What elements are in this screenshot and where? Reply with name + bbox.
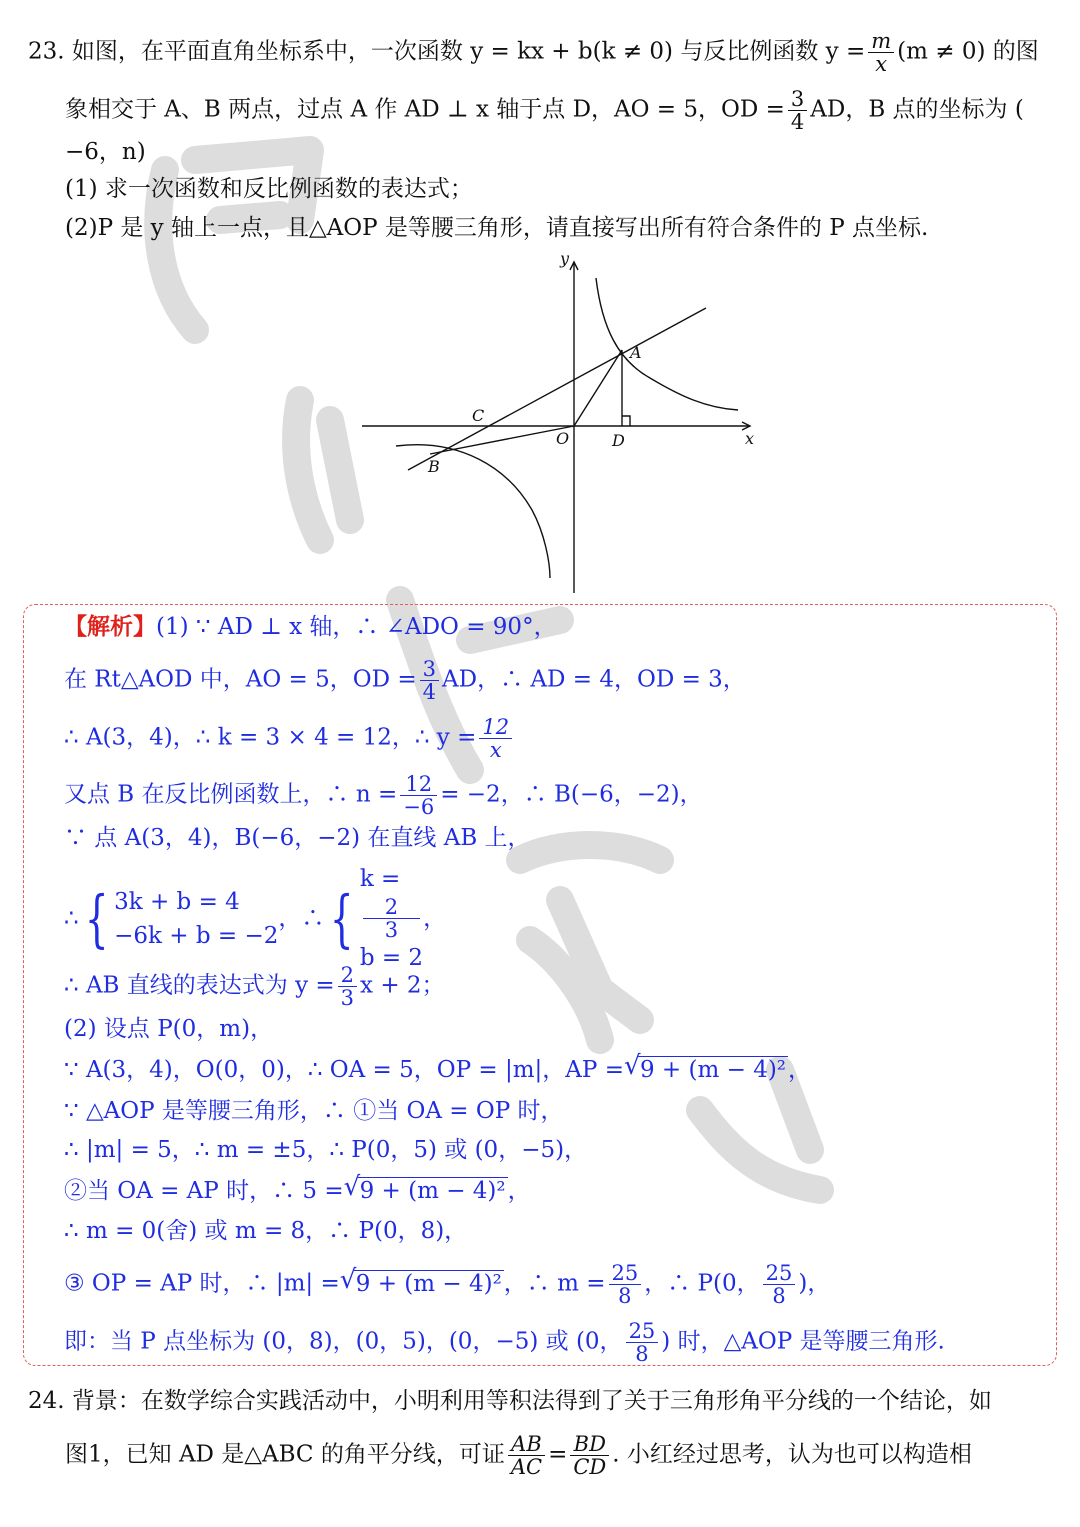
analysis-line-5: ∵ 点 A(3，4)，B(−6，−2) 在直线 AB 上，: [64, 825, 531, 851]
label-x: x: [745, 429, 755, 448]
segment-ob: [430, 426, 574, 454]
analysis-line-6: ∴{ 3k + b = 4 −6k + b = −2 ，∴{ k = 2 3 b = 2 ，: [64, 866, 447, 971]
label-y: y: [560, 249, 570, 268]
label-a: A: [630, 343, 642, 362]
analysis-line-11: ∴ |m| = 5，∴ m = ±5，∴ P(0，5) 或 (0，−5)，: [64, 1137, 588, 1163]
label-d: D: [612, 431, 625, 450]
q24-line-2: 图1，已知 AD 是△ABC 的角平分线，可证 $\frac{AB}{AC}$ = $\frac{BD}{CD}$ . 小红经过思考，认为也可以构造相: [65, 1432, 972, 1479]
hyperbola-branch-1: [596, 278, 738, 410]
analysis-line-8: (2) 设点 P(0，m)，: [64, 1016, 274, 1042]
label-b: B: [428, 457, 440, 476]
frac-num: 3: [788, 88, 807, 111]
label-c: C: [472, 406, 485, 425]
analysis-line-2: 在 Rt△AOD 中，AO = 5，OD = $\frac{3}{4}$ AD，∴ AD = 4，OD = 3，: [64, 657, 746, 704]
segment-oa: [574, 350, 622, 426]
analysis-tag: 【解析】: [64, 613, 156, 640]
analysis-line-15: 即：当 P 点坐标为 (0，8)，(0，5)，(0，−5) 或 (0， $\frac{25}{8}$ ) 时，△AOP 是等腰三角形.: [64, 1319, 945, 1366]
q23-line-3: −6，n): [65, 139, 146, 165]
analysis-line-4: 又点 B 在反比例函数上，∴ n = $\frac{12}{-6}$ = −2，∴ B(−6，−2)，: [64, 772, 703, 819]
q23-part-1: (1) 求一次函数和反比例函数的表达式；: [65, 176, 473, 202]
q23-line-2: 象相交于 A、B 两点，过点 A 作 AD ⊥ x 轴于点 D，AO = 5，OD = $\frac{3}{4}$ AD，B 点的坐标为 (: [65, 87, 1024, 134]
analysis-line-7: ∴ AB 直线的表达式为 y = $\frac{2}{3}$ x + 2；: [64, 963, 445, 1010]
label-o: O: [556, 429, 570, 448]
analysis-line-13: ∴ m = 0(舍) 或 m = 8，∴ P(0，8)，: [64, 1218, 468, 1244]
analysis-line-3: ∴ A(3，4)，∴ k = 3 × 4 = 12，∴ y = $\frac{12}{x}$: [64, 716, 515, 761]
q23-line-1: 23. 如图，在平面直角坐标系中，一次函数 y = kx + b(k ≠ 0) 与反比例函数 y = $\frac{m}{x}$ (m ≠ 0) 的图: [28, 29, 1039, 76]
q23-part-2: (2)P 是 y 轴上一点，且△AOP 是等腰三角形，请直接写出所有符合条件的 P 点坐标.: [65, 215, 929, 241]
coordinate-figure: [350, 248, 770, 593]
analysis-line-1: 【解析】(1) ∵ AD ⊥ x 轴，∴ ∠ADO = 90°，: [64, 613, 557, 640]
analysis-line-10: ∵ △AOP 是等腰三角形，∴ ①当 OA = OP 时，: [64, 1098, 564, 1124]
analysis-line-14: ③ OP = AP 时，∴ |m| =√ 9 + (m − 4)²，∴ m = $\frac{25}{8}$ ，∴ P(0， $\frac{25}{8}$ )，: [64, 1262, 830, 1307]
frac-den: x: [875, 52, 888, 76]
analysis-line-9: ∵ A(3，4)，O(0，0)，∴ OA = 5，OP = |m|，AP =√ 9 + (m − 4)²，: [64, 1055, 811, 1085]
right-angle-mark: [622, 416, 630, 426]
frac-den: 4: [790, 110, 805, 134]
q24-line-1: 24. 背景：在数学综合实践活动中，小明利用等积法得到了关于三角形角平分线的一个结论，如: [28, 1388, 992, 1414]
frac-num: m: [868, 30, 894, 53]
analysis-line-12: ②当 OA = AP 时，∴ 5 =√ 9 + (m − 4)²，: [64, 1176, 531, 1206]
